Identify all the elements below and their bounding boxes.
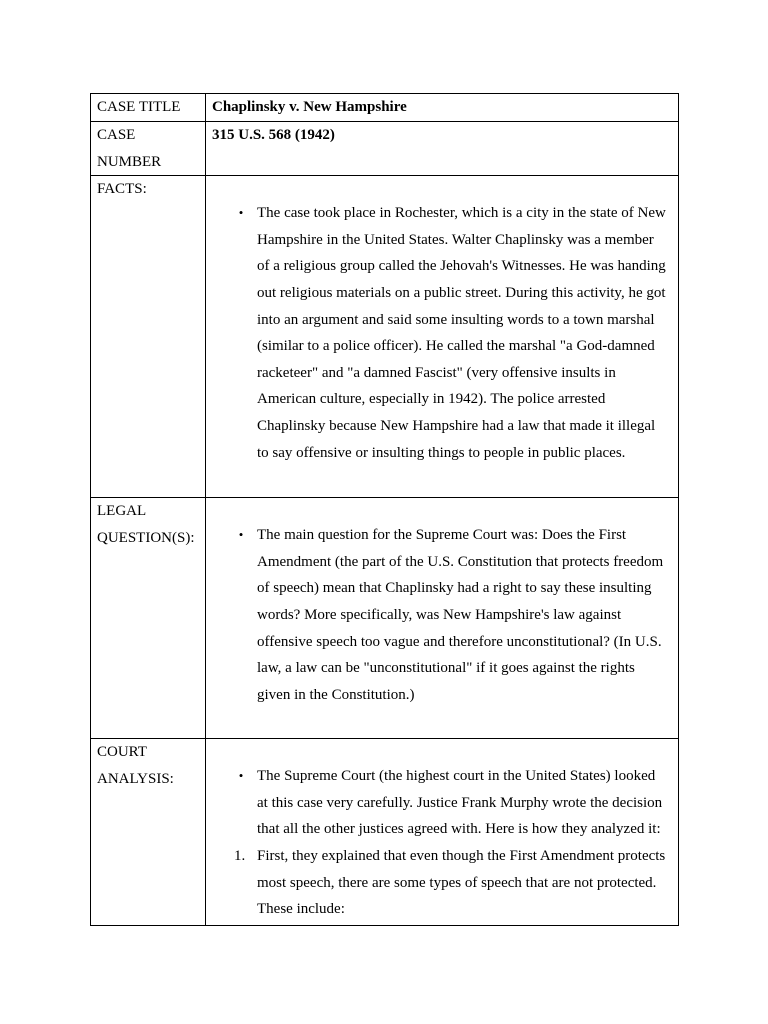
court-analysis-numbered-item	[212, 843, 672, 923]
case-number-row	[91, 122, 679, 176]
case-number-value: 315 U.S. 568 (1942)	[206, 122, 679, 176]
facts-list	[212, 200, 672, 466]
legal-questions-content	[206, 498, 679, 739]
case-brief-table	[90, 93, 679, 926]
case-title-value: Chaplinsky v. New Hampshire	[206, 94, 679, 122]
court-analysis-row	[91, 739, 679, 926]
court-analysis-bullet-text: The Supreme Court (the highest court in the United States) looked at this case very carefully. Justice Frank Murphy wrote the decision that all the other justices agreed with. Here is how they analyzed it:	[257, 768, 663, 838]
court-analysis-list	[212, 763, 672, 923]
bullet-icon: •	[238, 205, 244, 221]
legal-questions-label: LEGAL QUESTION(S):	[91, 498, 206, 739]
legal-questions-list	[212, 522, 672, 708]
bullet-icon: •	[238, 768, 244, 784]
facts-item	[212, 200, 672, 466]
facts-label: FACTS:	[91, 176, 206, 498]
facts-content	[206, 176, 679, 498]
court-analysis-numbered-text: First, they explained that even though the First Amendment protects most speech, there are some types of speech that are not protected. These include:	[257, 847, 666, 918]
court-analysis-label: COURT ANALYSIS:	[91, 739, 206, 926]
legal-questions-row	[91, 498, 679, 739]
case-title-label: CASE TITLE	[91, 94, 206, 122]
court-analysis-content	[206, 739, 679, 926]
facts-row	[91, 176, 679, 498]
court-analysis-bullet-item	[212, 763, 672, 843]
case-number-label: CASE NUMBER	[91, 122, 206, 176]
bullet-icon: •	[238, 527, 244, 543]
case-title-row	[91, 94, 679, 122]
list-number: 1.	[234, 847, 246, 864]
legal-questions-item	[212, 522, 672, 708]
facts-item-text: The case took place in Rochester, which is a city in the state of New Hampshire in the United States. Walter Chaplinsky was a member of a religious group called the Jehovah's Witnesses. He was handing out religious materials on a public street. During this activity, he got into an argument and said some insulting words to a town marshal (similar to a police officer). He called the marshal "a God-damned racketeer" and "a damned Fascist" (very offensive insults in American culture, especially in 1942). The police arrested Chaplinsky because New Hampshire had a law that made it illegal to say offensive or insulting things to people in public places.	[257, 205, 666, 461]
legal-questions-item-text: The main question for the Supreme Court was: Does the First Amendment (the part of the U.S. Constitution that protects freedom of speech) mean that Chaplinsky had a right to say these insulting words? More specifically, was New Hampshire's law against offensive speech too vague and therefore unconstitutional? (In U.S. law, a law can be "unconstitutional" if it goes against the rights given in the Constitution.)	[257, 527, 664, 703]
